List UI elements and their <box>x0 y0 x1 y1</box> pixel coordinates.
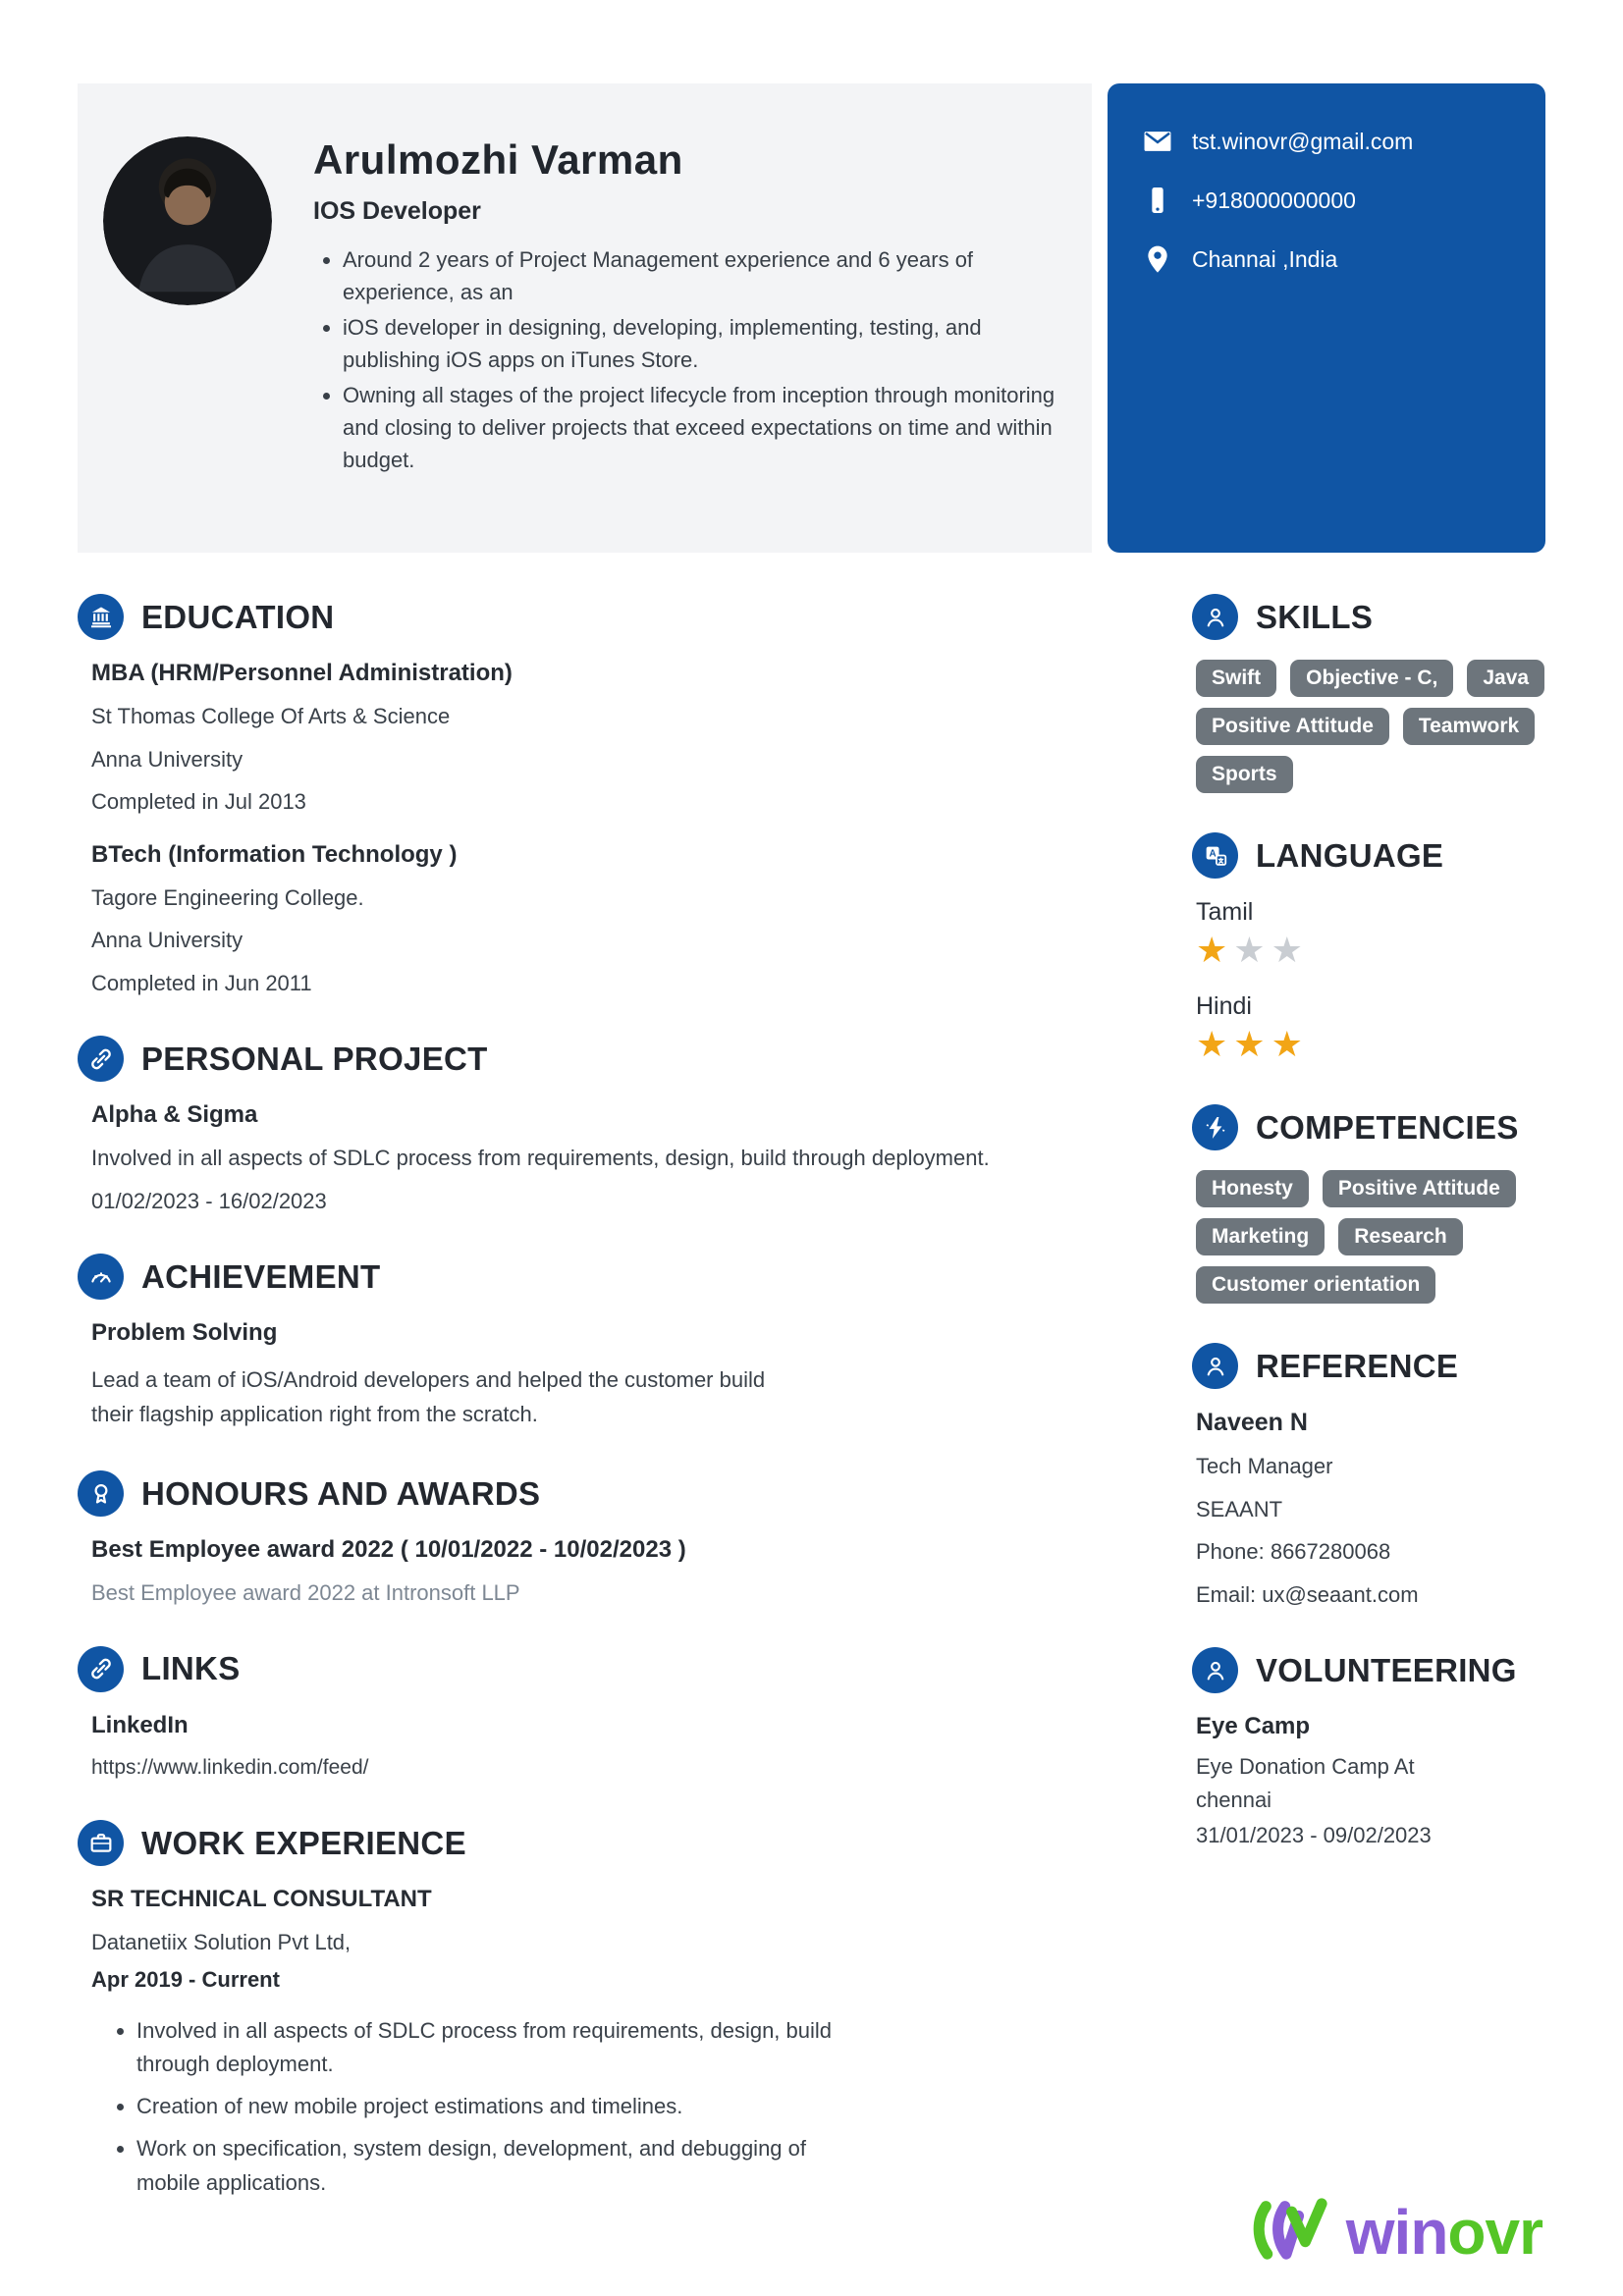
reference-name: Naveen N <box>1196 1409 1308 1437</box>
briefcase-icon <box>78 1820 124 1866</box>
university: Anna University <box>91 746 243 772</box>
competencies-chips <box>1196 1170 1545 1304</box>
star-empty-icon: ★ <box>1233 930 1271 970</box>
volunteering-header <box>1192 1647 1545 1693</box>
education-item <box>91 660 1090 816</box>
company-name: Datanetiix Solution Pvt Ltd, <box>91 1930 352 1955</box>
job-bullet-list <box>91 2014 1090 2199</box>
person-icon <box>1192 594 1238 640</box>
completed-date: Completed in Jul 2013 <box>91 789 306 814</box>
gauge-icon <box>78 1254 124 1300</box>
skills-title: SKILLS <box>1256 598 1374 635</box>
person-icon <box>1192 1343 1238 1389</box>
job-bullet: • Creation of new mobile project estimations and timelines. <box>136 2090 1090 2123</box>
reference-title: REFERENCE <box>1256 1347 1459 1384</box>
medal-icon <box>78 1470 124 1517</box>
links-header <box>78 1646 1090 1692</box>
achievement-title: ACHIEVEMENT <box>141 1257 381 1295</box>
section-volunteering <box>1192 1647 1545 1848</box>
award-subtitle: Best Employee award 2022 at Intronsoft LLP <box>91 1580 520 1606</box>
star-filled-icon: ★ <box>1233 1024 1271 1065</box>
language-rating <box>1196 929 1545 971</box>
contact-location: Channai ,India <box>1192 245 1338 272</box>
winovr-logo-icon <box>1248 2197 1338 2268</box>
star-filled-icon: ★ <box>1271 1024 1309 1065</box>
logo-text-ovr: ovr <box>1447 2197 1542 2268</box>
person-job-title: IOS Developer <box>313 197 481 225</box>
section-achievement <box>78 1254 1090 1431</box>
right-column <box>1192 594 1545 2239</box>
contact-email-row <box>1141 125 1512 158</box>
identity-text <box>313 136 1058 553</box>
winovr-logo-text <box>1346 2196 1542 2269</box>
skill-chip: Objective - C, <box>1290 660 1453 697</box>
section-honours <box>78 1470 1090 1607</box>
star-filled-icon: ★ <box>1196 1024 1234 1065</box>
volunteering-name: Eye Camp <box>1196 1713 1311 1740</box>
star-empty-icon: ★ <box>1271 930 1309 970</box>
svg-text:A: A <box>1209 847 1217 859</box>
university: Anna University <box>91 928 243 952</box>
main-content <box>78 594 1545 2239</box>
person-icon <box>1192 1647 1238 1693</box>
language-header <box>1192 832 1545 879</box>
left-column <box>78 594 1090 2239</box>
skill-chip: Sports <box>1196 756 1293 793</box>
job-bullet: • Work on specification, system design, development, and debugging of mobile applications. <box>136 2132 824 2199</box>
skill-chip: Swift <box>1196 660 1276 697</box>
project-name: Alpha & Sigma <box>91 1101 258 1128</box>
volunteering-description: Eye Donation Camp At chennai <box>1196 1754 1415 1813</box>
skills-header <box>1192 594 1545 640</box>
job-period: Apr 2019 - Current <box>91 1966 280 1992</box>
section-language <box>1192 832 1545 1065</box>
skill-chip: Teamwork <box>1403 708 1535 745</box>
achievement-description: Lead a team of iOS/Android developers and helped the customer build their flagship application right from the scratch. <box>91 1367 766 1427</box>
competencies-header <box>1192 1104 1545 1150</box>
degree: MBA (HRM/Personnel Administration) <box>91 660 513 686</box>
contact-card <box>1108 83 1545 553</box>
language-item <box>1196 992 1545 1065</box>
volunteering-dates: 31/01/2023 - 09/02/2023 <box>1196 1822 1432 1847</box>
logo-text-win: win <box>1345 2197 1448 2268</box>
translate-icon <box>1192 832 1238 879</box>
location-pin-icon <box>1141 242 1174 276</box>
honours-title: HONOURS AND AWARDS <box>141 1474 541 1512</box>
links-title: LINKS <box>141 1650 241 1687</box>
volunteering-title: VOLUNTEERING <box>1256 1651 1517 1688</box>
work-experience-title: WORK EXPERIENCE <box>141 1824 466 1861</box>
section-links <box>78 1646 1090 1781</box>
personal-project-header <box>78 1036 1090 1082</box>
education-bank-icon <box>78 594 124 640</box>
project-dates: 01/02/2023 - 16/02/2023 <box>91 1188 327 1213</box>
star-filled-icon: ★ <box>1196 930 1234 970</box>
degree: BTech (Information Technology ) <box>91 840 458 868</box>
education-item <box>91 841 1090 997</box>
completed-date: Completed in Jun 2011 <box>91 970 312 995</box>
reference-company: SEAANT <box>1196 1496 1283 1522</box>
reference-role: Tech Manager <box>1196 1454 1333 1479</box>
competency-chip: Marketing <box>1196 1218 1325 1255</box>
contact-phone: +918000000000 <box>1192 187 1356 213</box>
link-icon <box>78 1036 124 1082</box>
skill-chip: Java <box>1467 660 1544 697</box>
summary-bullet: • Around 2 years of Project Management experience and 6 years of experience, as an <box>343 243 1058 308</box>
skill-chip: Positive Attitude <box>1196 708 1389 745</box>
summary-list <box>313 243 1058 476</box>
award-title: Best Employee award 2022 ( 10/01/2022 - 10/02/2023 ) <box>91 1536 686 1564</box>
job-role: SR TECHNICAL CONSULTANT <box>91 1886 432 1913</box>
language-rating <box>1196 1023 1545 1065</box>
contact-email: tst.winovr@gmail.com <box>1192 128 1414 154</box>
work-experience-header <box>78 1820 1090 1866</box>
project-description: Involved in all aspects of SDLC process from requirements, design, build through deployment. <box>91 1146 990 1170</box>
profile-photo <box>103 136 272 305</box>
link-icon <box>78 1646 124 1692</box>
summary-bullet: • iOS developer in designing, developing, implementing, testing, and publishing iOS apps on iTunes Store. <box>343 311 1058 376</box>
person-name: Arulmozhi Varman <box>313 136 683 183</box>
link-label: LinkedIn <box>91 1711 189 1738</box>
person-photo-placeholder <box>103 136 272 305</box>
skills-chips <box>1196 660 1545 793</box>
competency-chip: Research <box>1338 1218 1463 1255</box>
competencies-title: COMPETENCIES <box>1256 1108 1519 1146</box>
reference-email: Email: ux@seaant.com <box>1196 1581 1419 1607</box>
contact-phone-row <box>1141 184 1512 217</box>
honours-header <box>78 1470 1090 1517</box>
section-education <box>78 594 1090 996</box>
section-skills <box>1192 594 1545 793</box>
email-icon <box>1141 125 1174 158</box>
language-item <box>1196 898 1545 971</box>
winovr-brand <box>1248 2196 1542 2269</box>
school: St Thomas College Of Arts & Science <box>91 704 451 728</box>
identity-panel <box>78 83 1092 553</box>
header <box>78 83 1545 553</box>
education-title: EDUCATION <box>141 598 335 635</box>
section-work-experience <box>78 1820 1090 2199</box>
section-competencies <box>1192 1104 1545 1304</box>
job-bullet: • Involved in all aspects of SDLC process from requirements, design, build through deployment. <box>136 2014 883 2081</box>
school: Tagore Engineering College. <box>91 884 364 910</box>
reference-phone: Phone: 8667280068 <box>1196 1539 1391 1565</box>
reference-header <box>1192 1343 1545 1389</box>
link-url: https://www.linkedin.com/feed/ <box>91 1755 369 1779</box>
phone-icon <box>1141 184 1174 217</box>
language-name: Hindi <box>1196 992 1252 1021</box>
competency-chip: Honesty <box>1196 1170 1309 1207</box>
competency-chip: Customer orientation <box>1196 1266 1435 1304</box>
section-personal-project <box>78 1036 1090 1214</box>
personal-project-title: PERSONAL PROJECT <box>141 1040 488 1077</box>
language-name: Tamil <box>1196 898 1254 926</box>
competency-chip: Positive Attitude <box>1323 1170 1516 1207</box>
contact-location-row <box>1141 242 1512 276</box>
education-header <box>78 594 1090 640</box>
achievement-name: Problem Solving <box>91 1319 278 1346</box>
lightning-icon <box>1192 1104 1238 1150</box>
section-reference <box>1192 1343 1545 1608</box>
achievement-header <box>78 1254 1090 1300</box>
summary-bullet: • Owning all stages of the project lifecycle from inception through monitoring and closing to deliver projects that exceed expectations on time and within budget. <box>343 379 1058 476</box>
language-title: LANGUAGE <box>1256 836 1444 874</box>
